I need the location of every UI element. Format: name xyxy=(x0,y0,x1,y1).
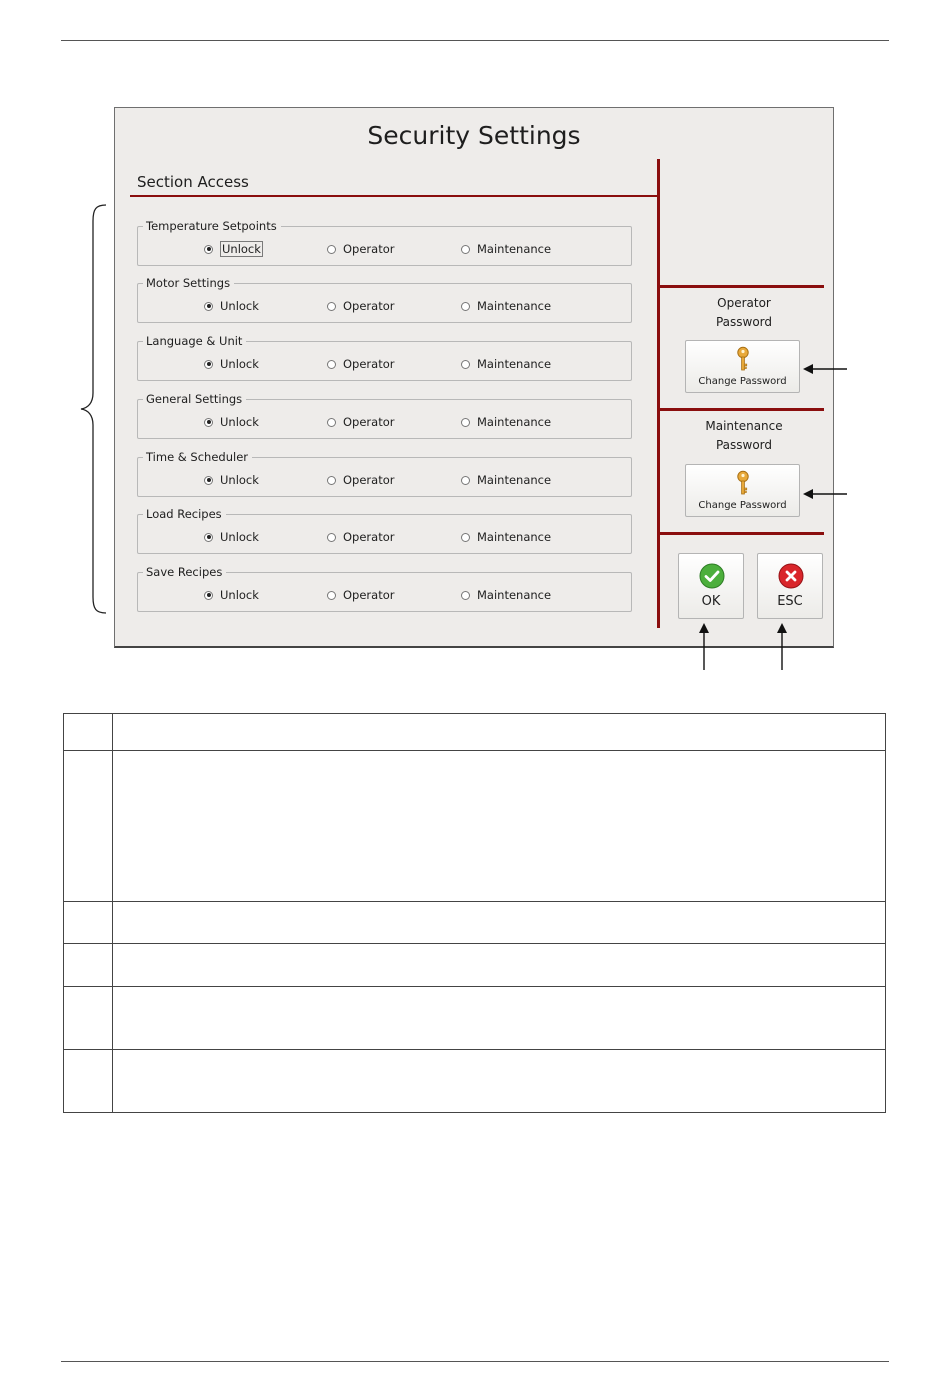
table-row xyxy=(64,714,886,751)
table-row xyxy=(64,902,886,944)
table-cell xyxy=(64,987,113,1050)
access-group-save-recipes xyxy=(137,565,632,612)
page-footer-rule xyxy=(61,1361,889,1362)
group-label: Temperature Setpoints xyxy=(143,218,281,234)
radio-dot xyxy=(204,418,213,427)
radio-label: Operator xyxy=(343,415,395,429)
radio-label: Operator xyxy=(343,530,395,544)
radio-dot xyxy=(204,476,213,485)
radio-dot xyxy=(461,360,470,369)
section-access-title: Section Access xyxy=(137,173,249,191)
arrow-icon xyxy=(800,358,850,378)
radio-label: Maintenance xyxy=(477,530,552,544)
radio-label: Operator xyxy=(343,357,395,371)
radio-maintenance[interactable] xyxy=(461,587,551,603)
table-cell xyxy=(113,1050,886,1113)
operator-password-label xyxy=(660,294,828,332)
radio-label: Maintenance xyxy=(477,588,552,602)
access-group-load-recipes xyxy=(137,507,632,554)
radio-unlock[interactable] xyxy=(204,298,259,314)
table-cell xyxy=(64,751,113,902)
table-row xyxy=(64,751,886,902)
radio-unlock[interactable] xyxy=(204,414,259,430)
radio-unlock[interactable] xyxy=(204,356,259,372)
access-group-motor-settings xyxy=(137,276,632,323)
ok-label: OK xyxy=(701,594,721,609)
access-group-language-unit xyxy=(137,334,632,381)
radio-label: Operator xyxy=(343,473,395,487)
radio-label: Maintenance xyxy=(477,357,552,371)
group-label: Motor Settings xyxy=(143,275,234,291)
access-group-time-scheduler xyxy=(137,450,632,497)
table-row xyxy=(64,1050,886,1113)
radio-dot xyxy=(461,591,470,600)
radio-unlock[interactable] xyxy=(204,529,259,545)
page-title: Security Settings xyxy=(367,121,581,150)
right-divider-middle xyxy=(660,408,824,411)
radio-label: Maintenance xyxy=(477,299,552,313)
table-cell xyxy=(64,944,113,987)
radio-dot xyxy=(327,533,336,542)
table-row xyxy=(64,944,886,987)
radio-maintenance[interactable] xyxy=(461,529,551,545)
radio-maintenance[interactable] xyxy=(461,356,551,372)
radio-dot xyxy=(461,476,470,485)
change-password-label: Change Password xyxy=(698,500,787,511)
ok-button[interactable] xyxy=(678,553,744,619)
esc-button[interactable] xyxy=(757,553,823,619)
radio-label: Maintenance xyxy=(477,242,552,256)
change-maintenance-password-button[interactable] xyxy=(685,464,800,517)
radio-label: Unlock xyxy=(222,242,261,256)
maintenance-password-line2: Password xyxy=(715,438,773,452)
key-icon xyxy=(733,346,753,372)
arrow-icon xyxy=(694,620,714,672)
table-cell xyxy=(64,902,113,944)
esc-label: ESC xyxy=(777,594,803,609)
group-label: Save Recipes xyxy=(143,564,226,580)
group-label: Load Recipes xyxy=(143,506,226,522)
table-cell xyxy=(64,1050,113,1113)
cancel-icon xyxy=(778,563,804,589)
radio-dot xyxy=(461,245,470,254)
radio-operator[interactable] xyxy=(327,414,394,430)
radio-label: Operator xyxy=(343,299,395,313)
radio-dot xyxy=(461,533,470,542)
table-cell xyxy=(113,751,886,902)
radio-operator[interactable] xyxy=(327,529,394,545)
radio-label: Unlock xyxy=(220,357,259,371)
arrow-icon xyxy=(772,620,792,672)
radio-operator[interactable] xyxy=(327,356,394,372)
radio-label: Maintenance xyxy=(477,473,552,487)
radio-dot xyxy=(461,418,470,427)
reference-table xyxy=(63,713,886,1113)
radio-dot xyxy=(204,533,213,542)
key-icon xyxy=(733,470,753,496)
access-group-general-settings xyxy=(137,392,632,439)
checkmark-icon xyxy=(699,563,725,589)
radio-operator[interactable] xyxy=(327,241,394,257)
group-label: General Settings xyxy=(143,391,246,407)
radio-label: Unlock xyxy=(220,530,259,544)
table-row xyxy=(64,987,886,1050)
radio-unlock[interactable] xyxy=(204,241,263,257)
table-cell xyxy=(113,987,886,1050)
right-divider-bottom xyxy=(660,532,824,535)
radio-label: Unlock xyxy=(220,415,259,429)
table-cell xyxy=(64,714,113,751)
access-group-temperature-setpoints xyxy=(137,219,632,266)
page-header-rule xyxy=(61,40,889,41)
change-password-label: Change Password xyxy=(698,376,787,387)
right-divider-top xyxy=(660,285,824,288)
radio-maintenance[interactable] xyxy=(461,414,551,430)
radio-operator[interactable] xyxy=(327,472,394,488)
table-cell xyxy=(113,902,886,944)
arrow-icon xyxy=(800,484,850,504)
radio-maintenance[interactable] xyxy=(461,298,551,314)
radio-dot xyxy=(461,302,470,311)
radio-dot xyxy=(327,418,336,427)
radio-label: Unlock xyxy=(220,299,259,313)
radio-operator[interactable] xyxy=(327,298,394,314)
operator-password-line1: Operator xyxy=(717,296,771,310)
radio-dot xyxy=(204,302,213,311)
brace-icon xyxy=(78,203,108,615)
radio-dot xyxy=(204,360,213,369)
section-divider xyxy=(130,195,658,197)
maintenance-password-line1: Maintenance xyxy=(705,419,783,433)
radio-maintenance[interactable] xyxy=(461,241,551,257)
radio-label: Unlock xyxy=(220,473,259,487)
table-cell xyxy=(113,714,886,751)
radio-dot xyxy=(327,360,336,369)
operator-password-line2: Password xyxy=(715,315,773,329)
radio-label: Maintenance xyxy=(477,415,552,429)
group-label: Time & Scheduler xyxy=(143,449,252,465)
radio-dot xyxy=(204,591,213,600)
radio-operator[interactable] xyxy=(327,587,394,603)
radio-dot xyxy=(327,245,336,254)
radio-dot xyxy=(327,302,336,311)
radio-unlock[interactable] xyxy=(204,587,259,603)
radio-dot xyxy=(327,591,336,600)
change-operator-password-button[interactable] xyxy=(685,340,800,393)
radio-maintenance[interactable] xyxy=(461,472,551,488)
security-settings-panel xyxy=(114,107,834,648)
radio-dot xyxy=(327,476,336,485)
maintenance-password-label xyxy=(660,417,828,455)
radio-unlock[interactable] xyxy=(204,472,259,488)
radio-label: Unlock xyxy=(220,588,259,602)
panel-vertical-divider xyxy=(657,159,660,628)
radio-dot xyxy=(204,245,213,254)
radio-label: Operator xyxy=(343,242,395,256)
radio-label: Operator xyxy=(343,588,395,602)
group-label: Language & Unit xyxy=(143,333,246,349)
table-cell xyxy=(113,944,886,987)
